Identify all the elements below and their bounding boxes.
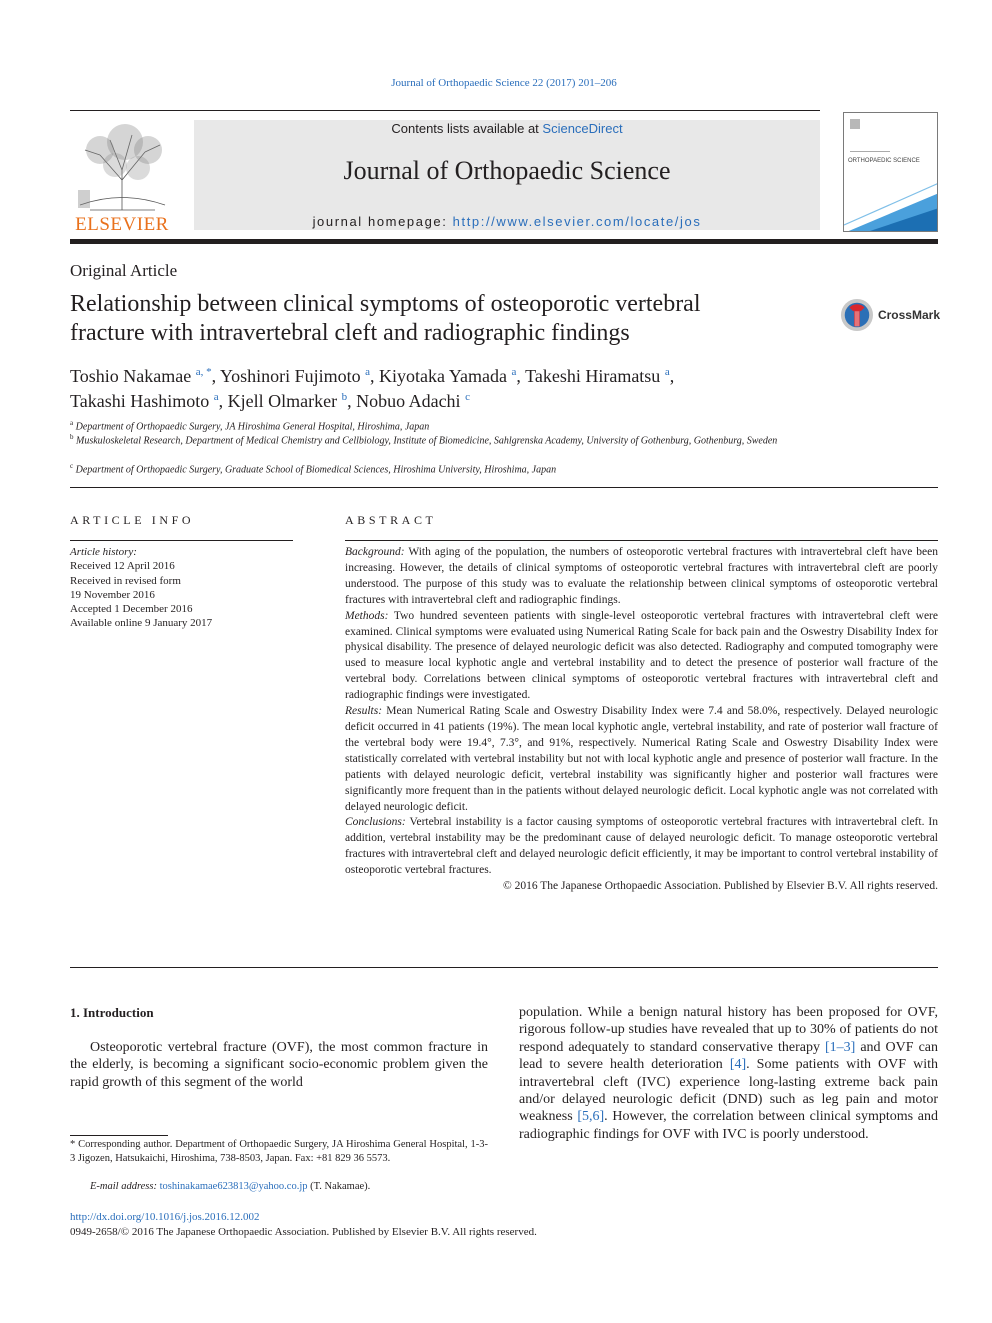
contents-prefix: Contents lists available at (391, 121, 543, 136)
author-name[interactable]: Kiyotaka Yamada (379, 366, 508, 386)
citation-link[interactable]: [5,6] (577, 1109, 605, 1125)
history-line: Available online 9 January 2017 (70, 617, 213, 630)
crossmark-icon (840, 297, 874, 333)
history-line: 19 November 2016 (70, 588, 155, 601)
abstract-methods (345, 609, 938, 704)
corresponding-author-footnote: * Corresponding author. Department of Orthopaedic Surgery, JA Hiroshima General Hospital, 1-3-3 Jigozen, Hatsukaichi, Hiroshima, 738-8503, Japan. Fax: +81 829 36 5573. (70, 1139, 488, 1164)
article-history (70, 545, 300, 631)
author-affiliation-mark[interactable]: c (465, 391, 470, 403)
abstract-heading: ABSTRACT (345, 513, 437, 527)
cover-graphic-icon (844, 113, 938, 232)
author-name[interactable]: Yoshinori Fujimoto (219, 366, 361, 386)
crossmark-badge[interactable] (840, 296, 940, 334)
abstract-text: Two hundred seventeen patients with single-level osteoporotic vertebral fractures with intravertebral cleft were examined. Clinical symptoms were evaluated using Numerical Rating Scale for back pain and the Oswestry Disability Index for physical disability. The presence of delayed neurologic deficit was also detected. Radiography and computed tomography were used to measure local kyphotic angle and vertebral instability and to detect the presence of posterior wall fracture of the vertebral body. Correlations between clinical symptoms of osteoporotic vertebral fractures with intravertebral cleft and radiographic findings were investigated. (345, 609, 938, 702)
email-label: E-mail address: (90, 1181, 160, 1192)
affiliation-text: Department of Orthopaedic Surgery, JA Hiroshima General Hospital, Hiroshima, Japan (75, 421, 430, 433)
abstract-label: Results: (345, 705, 383, 718)
abstract-background (345, 545, 938, 609)
doi-link[interactable]: http://dx.doi.org/10.1016/j.jos.2016.12.002 (70, 1211, 260, 1223)
author-name[interactable]: Toshio Nakamae (70, 366, 192, 386)
header-thick-rule (70, 239, 938, 244)
author-name[interactable]: Takashi Hashimoto (70, 391, 210, 411)
author-separator: , (211, 366, 220, 386)
affiliation-text: Department of Orthopaedic Surgery, Graduate School of Biomedical Sciences, Hiroshima University, Hiroshima, Japan (75, 464, 557, 476)
affiliation-text: Muskuloskeletal Research, Department of Medical Chemistry and Cellbiology, Institute of Biomedicine, Sahlgrenska Academy, University of Gothenburg, Gothenburg, Sweden (76, 435, 778, 447)
email-link[interactable]: toshinakamae623813@yahoo.co.jp (159, 1181, 308, 1192)
author-line-1 (70, 362, 830, 387)
author-name[interactable]: Takeshi Hiramatsu (525, 366, 661, 386)
email-suffix: (T. Nakamae). (307, 1181, 371, 1192)
abstract-text: Mean Numerical Rating Scale and Oswestry Disability Index were 7.4 and 58.0%, respectively. Delayed neurologic deficit occurred in 41 patients (19%). The mean local kyphotic angle, vertebral instability, and rate of posterior wall fracture of the vertebral body were 19.4°, 7.3°, and 91%, respectively. Numerical Rating Scale and Oswestry Disability Index were statistically correlated with vertebral instability but not with local kyphotic angle and presence of posterior wall fracture. In the patients with delayed neurologic deficit, vertebral instability was significantly higher and posterior wall fractures were significantly more frequent than in the patients without delayed neurologic deficit. Local kyphotic angle was not correlated with delayed neurologic deficit. (345, 705, 939, 813)
affiliation-mark: b (70, 433, 74, 441)
email-line (90, 1181, 370, 1192)
journal-reference-link[interactable]: Journal of Orthopaedic Science 22 (2017) 201–206 (391, 77, 617, 89)
section-divider (70, 967, 938, 968)
body-text: and OVF can lead to severe health deterioration (519, 1039, 938, 1073)
elsevier-wordmark: ELSEVIER (75, 214, 169, 232)
abstract-body (345, 545, 938, 895)
history-line: Accepted 1 December 2016 (70, 603, 193, 616)
history-line: Received in revised form (70, 574, 181, 587)
abstract-text: Vertebral instability is a factor causing symptoms of osteoporotic vertebral fractures with intravertebral cleft. In addition, vertebral instability may be the predominant cause of delayed neurologic deficit. To manage osteoporotic vertebral fractures with intravertebral cleft and delayed neurologic deficit efficiently, it may be important to control vertebral instability of osteoporotic vertebral fractures. (345, 816, 938, 877)
author-name[interactable]: Nobuo Adachi (356, 391, 461, 411)
title-line-1: Relationship between clinical symptoms of osteoporotic vertebral (70, 291, 701, 317)
author-list (70, 362, 830, 412)
author-name[interactable]: Kjell Olmarker (227, 391, 338, 411)
abstract-conclusions (345, 815, 938, 879)
introduction-left-column: Osteoporotic vertebral fracture (OVF), the most common fracture in the elderly, is becoming a significant socio-economic problem given the rapid growth of this segment of the world (70, 1040, 488, 1090)
article-type: Original Article (70, 261, 178, 280)
crossmark-label: CrossMark (877, 308, 940, 322)
author-separator: , (218, 391, 228, 411)
author-affiliation-mark[interactable]: a (213, 391, 219, 403)
abstract-copyright: © 2016 The Japanese Orthopaedic Association. Published by Elsevier B.V. All rights reserved. (502, 880, 938, 893)
history-line: Received 12 April 2016 (70, 560, 175, 573)
homepage-line (194, 214, 820, 229)
introduction-heading: 1. Introduction (70, 1005, 154, 1020)
homepage-prefix: journal homepage: (312, 214, 453, 229)
abstract-rule (345, 540, 938, 541)
author-separator: , (669, 366, 675, 386)
abstract-label: Conclusions: (345, 816, 406, 829)
homepage-link[interactable]: http://www.elsevier.com/locate/jos (452, 214, 702, 229)
author-line-2 (70, 387, 830, 412)
history-label: Article history: (70, 546, 137, 558)
abstract-text: With aging of the population, the numbers of osteoporotic vertebral fractures with intravertebral cleft have been increasing. However, the details of clinical symptoms of osteoporotic vertebral fractures with intravertebral cleft are poorly understood. The purpose of this study was to evaluate the relationship between clinical symptoms of osteoporotic vertebral fractures with intravertebral cleft and radiographic findings. (345, 546, 939, 606)
cover-title: ORTHOPAEDIC SCIENCE (848, 158, 920, 164)
abstract-label: Methods: (345, 609, 389, 622)
issn-copyright: 0949-2658/© 2016 The Japanese Orthopaedic Association. Published by Elsevier B.V. All rights reserved. (70, 1226, 537, 1238)
author-affiliation-mark[interactable]: a (511, 366, 517, 378)
affiliation-b (70, 430, 830, 448)
affiliation-mark: c (70, 462, 74, 470)
affiliation-c (70, 459, 830, 477)
author-separator: , (347, 391, 357, 411)
citation-link[interactable]: [4] (729, 1057, 747, 1073)
elsevier-tree-icon (70, 120, 174, 232)
abstract-results (345, 704, 938, 815)
author-separator: , (516, 366, 526, 386)
introduction-right-column (519, 1004, 938, 1143)
author-affiliation-mark[interactable]: a (365, 366, 371, 378)
journal-name: Journal of Orthopaedic Science (343, 156, 671, 185)
body-text: population. While a benign natural history has been proposed for OVF, rigorous follow-up studies have revealed that up to 30% of patients do not respond adequately to standard conservative therapy (519, 1005, 938, 1055)
affiliation-mark: a (70, 419, 74, 427)
author-affiliation-mark[interactable]: b (341, 391, 348, 403)
citation-link[interactable]: [1–3] (825, 1039, 856, 1055)
body-text: . Some patients with OVF with intravertebral cleft (IVC) experience long-lasting extreme back pain and/or delayed neurologic deficit (DND) such as leg pain and motor weakness (519, 1057, 938, 1125)
author-separator: , (370, 366, 380, 386)
author-affiliation-mark[interactable]: a, * (195, 366, 212, 378)
article-title (70, 290, 810, 348)
journal-cover-thumbnail[interactable] (843, 112, 938, 232)
header-divider (70, 110, 820, 111)
footnote-rule (70, 1135, 168, 1136)
section-divider (70, 487, 938, 488)
title-line-2: fracture with intravertebral cleft and radiographic findings (70, 320, 630, 346)
article-info-rule (70, 540, 293, 541)
abstract-label: Background: (345, 546, 405, 558)
body-text: . However, the correlation between clinical symptoms and radiographic findings for OVF with IVC is poorly understood. (519, 1109, 938, 1142)
author-affiliation-mark[interactable]: a (664, 366, 670, 378)
elsevier-logo[interactable] (70, 120, 174, 232)
article-info-heading: ARTICLE INFO (70, 513, 195, 527)
sciencedirect-link[interactable]: ScienceDirect (542, 121, 623, 136)
contents-line (194, 121, 820, 136)
